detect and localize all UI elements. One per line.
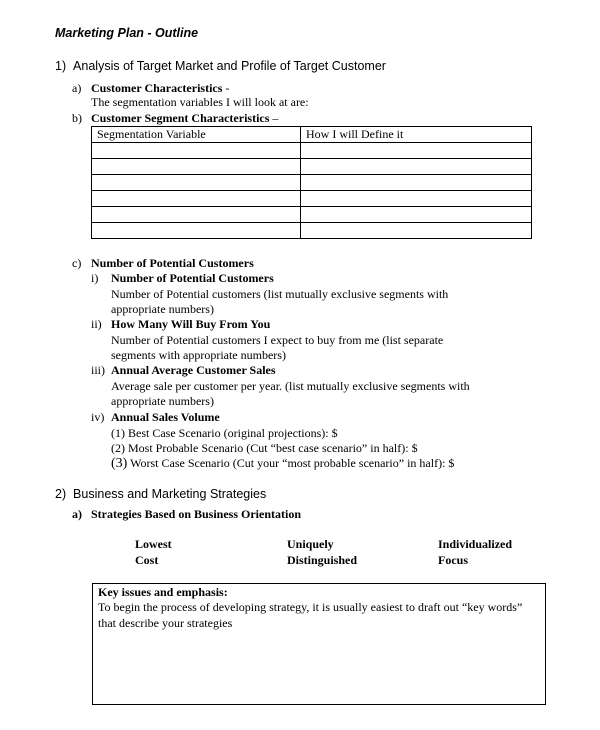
table-cell: [301, 223, 532, 239]
potential-customers-heading: Number of Potential Customers: [91, 256, 254, 270]
table-row: [92, 159, 532, 175]
table-cell: [301, 143, 532, 159]
sub-item-i-marker: i): [91, 271, 99, 285]
table-row: [92, 223, 532, 239]
table-cell: [92, 143, 301, 159]
strategy-line: Uniquely: [287, 537, 334, 551]
sub-item-iii-marker: iii): [91, 363, 105, 377]
segmentation-variables-text: The segmentation variables I will look at are:: [91, 95, 309, 109]
key-issues-title: Key issues and emphasis:: [98, 585, 228, 599]
document-title: Marketing Plan - Outline: [55, 26, 199, 40]
table-cell: [301, 175, 532, 191]
section-1-heading: 1) Analysis of Target Market and Profile of Target Customer: [55, 59, 386, 73]
sub-item-iv-heading: Annual Sales Volume: [111, 410, 220, 424]
sub-item-ii-text: Number of Potential customers I expect to buy from me (list separate: [111, 333, 444, 347]
strategy-line: Distinguished: [287, 553, 358, 567]
key-issues-text: that describe your strategies: [98, 616, 233, 630]
table-header-cell: How I will Define it: [301, 127, 532, 143]
table-row: [92, 191, 532, 207]
table-cell: [92, 191, 301, 207]
strategy-line: Individualized: [438, 537, 513, 551]
table-cell: [301, 159, 532, 175]
sub-item-i-text: Number of Potential customers (list mutually exclusive segments with: [111, 287, 449, 301]
customer-characteristics-suffix: -: [222, 81, 230, 95]
sub-item-ii-text: segments with appropriate numbers): [111, 348, 286, 362]
table-cell: [301, 207, 532, 223]
table-cell: [301, 191, 532, 207]
segmentation-table: [91, 126, 532, 239]
segment-characteristics-suffix: –: [269, 111, 279, 125]
worst-case-scenario: [111, 456, 454, 472]
most-probable-scenario: (2) Most Probable Scenario (Cut “best case scenario” in half): $: [111, 441, 418, 455]
sub-item-iii-text: appropriate numbers): [111, 394, 214, 408]
table-row: [92, 207, 532, 223]
sub-item-iii-heading: Annual Average Customer Sales: [111, 363, 276, 377]
key-issues-box: [92, 583, 546, 705]
table-cell: [92, 159, 301, 175]
scenario-3-marker: (3): [111, 456, 128, 471]
sub-item-i-heading: Number of Potential Customers: [111, 271, 274, 285]
worst-case-text: Worst Case Scenario (Cut your “most probable scenario” in half): $: [130, 456, 455, 470]
section-2-heading: 2) Business and Marketing Strategies: [55, 487, 267, 501]
table-header-cell: Segmentation Variable: [92, 127, 301, 143]
table-row: [92, 175, 532, 191]
strategy-line: Lowest: [135, 537, 172, 551]
best-case-scenario: (1) Best Case Scenario (original projections): $: [111, 426, 338, 440]
sub-item-i-text: appropriate numbers): [111, 302, 214, 316]
sub-item-ii-marker: ii): [91, 317, 102, 331]
item-c-marker: c): [72, 256, 82, 270]
sub-item-iii-text: Average sale per customer per year. (list mutually exclusive segments with: [111, 379, 470, 393]
strategy-uniquely-distinguished: [287, 537, 357, 568]
sub-item-iv-marker: iv): [91, 410, 105, 424]
item-a-marker: a): [72, 81, 82, 95]
segment-characteristics-heading: [91, 111, 278, 126]
key-issues-text: To begin the process of developing strategy, it is usually easiest to draft out “key words”: [98, 600, 523, 614]
table-cell: [92, 207, 301, 223]
strategy-line: Focus: [438, 553, 468, 567]
section-2-item-a-marker: a): [72, 507, 82, 521]
table-cell: [92, 175, 301, 191]
strategy-line: Cost: [135, 553, 159, 567]
segment-characteristics-label: Customer Segment Characteristics: [91, 111, 270, 125]
strategies-heading: Strategies Based on Business Orientation: [91, 507, 302, 521]
strategy-individualized-focus: [438, 537, 512, 568]
item-b-marker: b): [72, 111, 82, 125]
strategy-lowest-cost: [135, 537, 172, 568]
table-cell: [92, 223, 301, 239]
customer-characteristics-label: Customer Characteristics: [91, 81, 223, 95]
customer-characteristics-heading: [91, 81, 229, 96]
table-header-row: [92, 127, 532, 143]
sub-item-ii-heading: How Many Will Buy From You: [111, 317, 271, 331]
table-row: [92, 143, 532, 159]
